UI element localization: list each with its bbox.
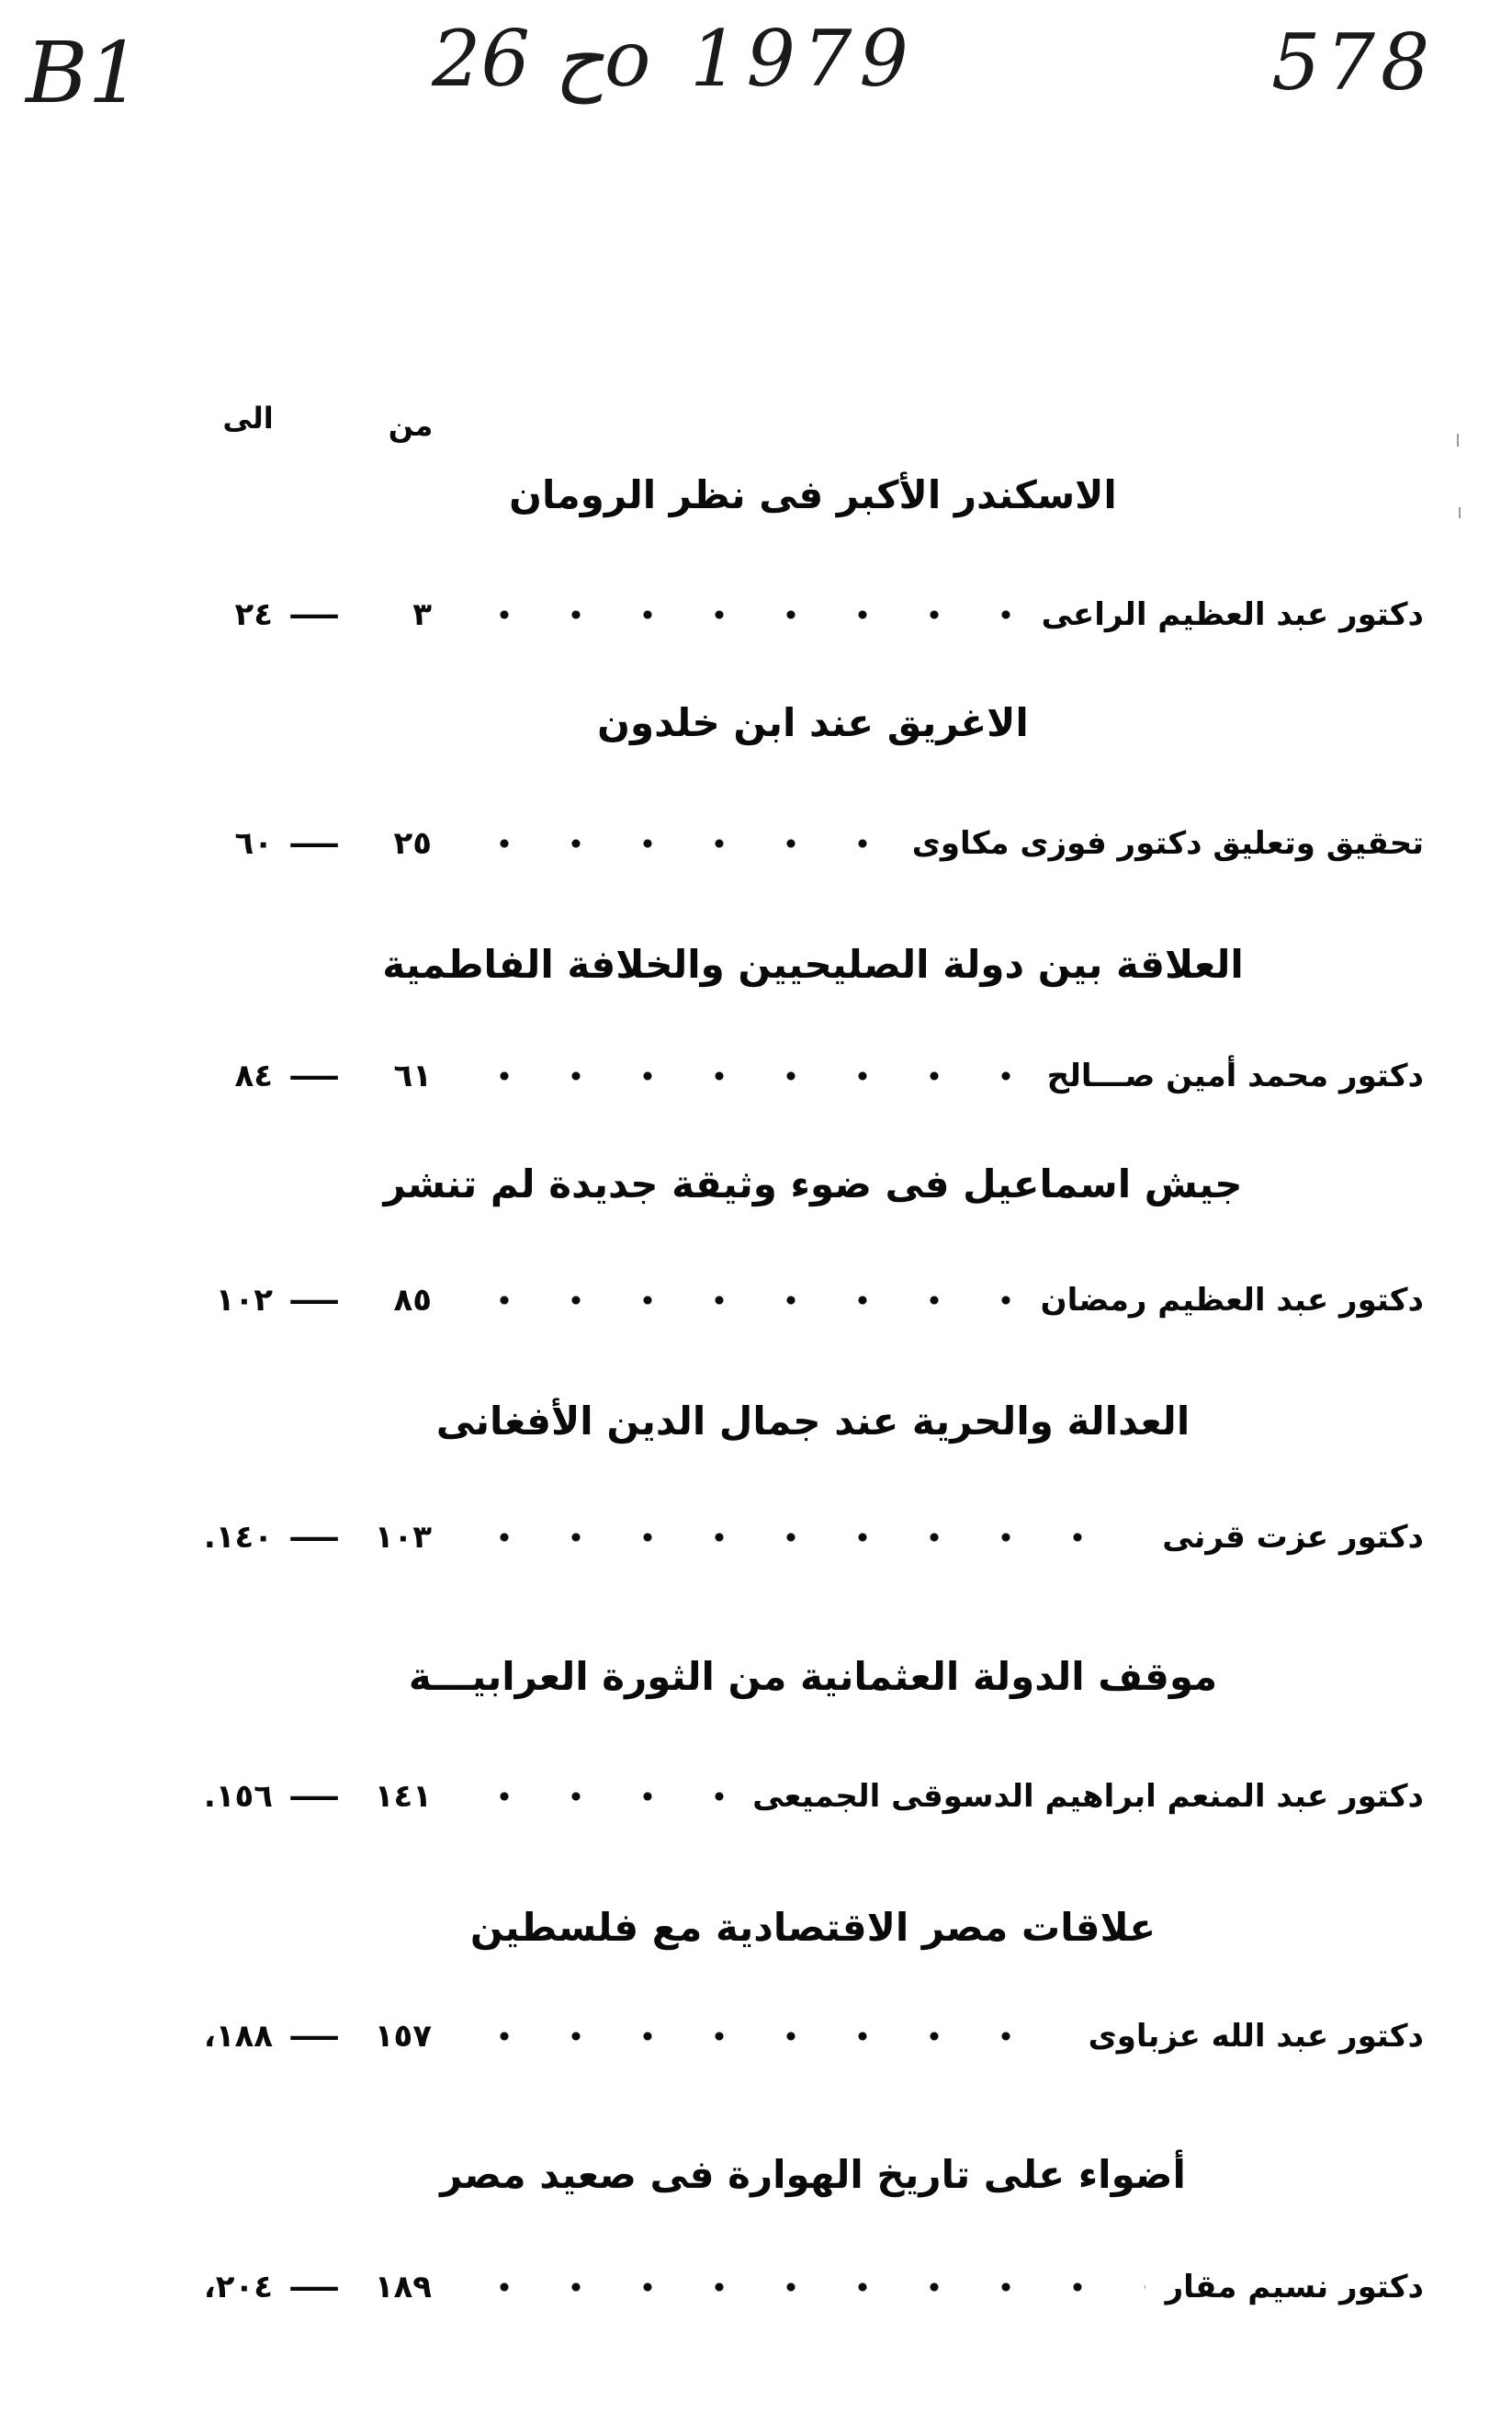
author-line [468,2259,1424,2315]
author-line [468,1273,1424,1328]
entry-author: دكتور محمد أمين صـــالح [1046,1058,1424,1094]
entry-author-row [0,1510,1512,1565]
page-to: ١٠٢ [215,1282,273,1319]
dot-leader [468,1769,732,1824]
page-from: ٨٥ [393,1282,432,1319]
handwritten-number: 578 [1271,17,1436,108]
page-from: ٢٥ [393,825,432,862]
range-dash: — [288,596,341,633]
author-line [468,816,1424,871]
page-to: ١٨٨، [203,2018,273,2055]
entry-author: دكتور عزت قرنى [1162,1519,1424,1556]
page-to: ٨٤ [234,1058,273,1094]
handwritten-date: 26 حo 1979 [432,14,916,104]
entry-author-row [0,587,1512,642]
handwritten-reference: B1 [26,24,142,122]
page-to: ٦٠ [234,825,273,862]
range-dash: — [288,1058,341,1094]
author-line [468,2009,1424,2064]
entry-title: العلاقة بين دولة الصليحيين والخلافة الفاطمية [382,942,1244,987]
entry-author-row [0,1769,1512,1824]
entry-author-row [0,2009,1512,2064]
entry-author-row [0,1048,1512,1104]
author-line [468,1510,1424,1565]
dot-leader [468,1273,1021,1328]
page-from: ١٨٩ [374,2269,432,2305]
entry-author-row [0,816,1512,871]
page-from: ١٠٣ [374,1519,432,1556]
author-line [468,587,1424,642]
author-line [468,1769,1424,1824]
entry-title: أضواء على تاريخ الهوارة فى صعيد مصر [440,2152,1186,2197]
page-to: ١٥٦. [203,1778,273,1815]
page-from: ٣ [412,596,432,633]
range-dash: — [288,1519,341,1556]
dot-leader [468,1048,1027,1104]
entry-author: دكتور عبد المنعم ابراهيم الدسوقى الجميعى [752,1778,1424,1815]
entry-author: دكتور نسيم مقار [1165,2269,1424,2305]
entry-author: دكتور عبد العظيم الراعى [1041,596,1424,633]
column-header-from: من [388,408,434,443]
page-from: ٦١ [393,1058,432,1094]
page-to: ٢٤ [234,596,273,633]
entry-author-row [0,2259,1512,2315]
entry-title: الاغريق عند ابن خلدون [597,700,1029,745]
entry-title: موقف الدولة العثمانية من الثورة العرابيـــة [408,1654,1218,1699]
page-to: ١٤٠. [203,1519,273,1556]
page-from: ١٤١ [374,1778,432,1815]
dot-leader [468,587,1021,642]
dot-leader [468,2009,1068,2064]
entry-author: تحقيق وتعليق دكتور فوزى مكاوى [911,825,1424,862]
author-line [468,1048,1424,1104]
dot-leader [468,2259,1145,2315]
range-dash: — [288,1282,341,1319]
entry-author-row [0,1273,1512,1328]
entry-author: دكتور عبد العظيم رمضان [1040,1282,1424,1319]
scan-mark [1459,507,1461,518]
range-dash: — [288,1778,341,1815]
page-to: ٢٠٤، [203,2269,273,2305]
entry-title: جيش اسماعيل فى ضوء وثيقة جديدة لم تنشر [383,1161,1243,1206]
entry-title: الاسكندر الأكبر فى نظر الرومان [509,472,1117,517]
entry-title: العدالة والحرية عند جمال الدين الأفغانى [435,1399,1190,1444]
dot-leader [468,1510,1142,1565]
entry-title: علاقات مصر الاقتصادية مع فلسطين [469,1905,1157,1950]
range-dash: — [288,2269,341,2305]
range-dash: — [288,2018,341,2055]
dot-leader [468,816,892,871]
page-from: ١٥٧ [374,2018,432,2055]
range-dash: — [288,825,341,862]
column-header-to: الى [222,401,274,436]
scan-mark [1457,434,1459,447]
entry-author: دكتور عبد الله عزباوى [1088,2018,1424,2055]
